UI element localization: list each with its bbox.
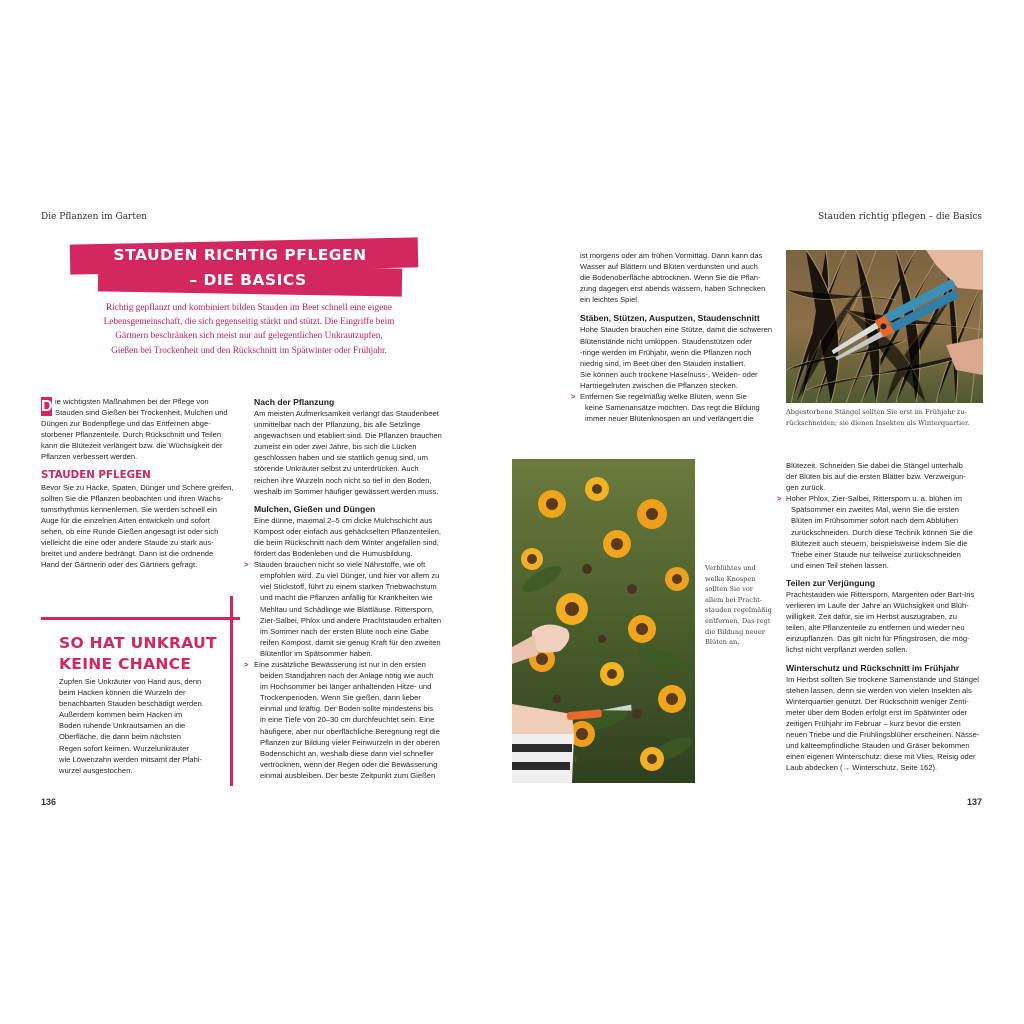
caption-line: Abgestorbene Stängel sollten Sie erst im Frühjahr zu- xyxy=(786,408,967,416)
paragraph-line: einzupflanzen. Das gilt nicht für Pfingstrosen, die mög- xyxy=(786,634,970,644)
paragraph-line: Blütezeit. Schneiden Sie dabei die Stängel unterhalb xyxy=(786,461,963,470)
bullet-arrow-icon: > xyxy=(571,392,576,402)
paragraph-line: einen eigenen Winterschutz: diese mit Vlies, Reisig oder xyxy=(786,752,976,762)
paragraph-line: Bodenschicht an, weshalb diese dann viel schneller xyxy=(260,748,434,758)
photo-flowers-illustration xyxy=(512,459,695,783)
paragraph-line: angewachsen und etabliert sind. Die Pflanzen brauchen xyxy=(254,431,442,441)
paragraph-line: zeitigen Frühjahr im Februar – kurz bevor die ersten xyxy=(786,718,961,728)
paragraph-line: Triebe einer Staude nur teilweise zurückschneiden xyxy=(791,549,961,559)
paragraph-line: häufigere, aber nur oberflächliche Beregnung regt die xyxy=(260,726,440,736)
intro-line: Gießen bei Trockenheit und den Rückschnitt im Spätwinter oder Frühjahr. xyxy=(111,345,387,356)
paragraph-line: Entfernen Sie regelmäßig welke Blüten, wenn Sie xyxy=(580,392,747,402)
paragraph-line: Regen sofort keimen. Wurzelunkräuter xyxy=(59,743,189,753)
paragraph-line: einmal und kräftig. Der Boden sollte mindestens bis xyxy=(260,704,434,714)
paragraph-line: Oberfläche, die dann beim nächsten xyxy=(59,732,182,742)
paragraph-line: sollten Sie die Pflanzen beobachten und ihren Wachs- xyxy=(41,493,224,503)
paragraph-line: Düngen zur Bodenpflege und das Entfernen abge- xyxy=(41,419,211,429)
paragraph-line: beiden Standjahren nach der Anlage nötig wie auch xyxy=(260,671,434,681)
section-heading: STAUDEN PFLEGEN xyxy=(41,468,151,481)
caption-line: Verblühtes und xyxy=(705,564,756,572)
intro-line: Gärtnern beschränken sich meist nur auf gelegentlichen Unkrautzupfen, xyxy=(115,331,383,342)
subheading: Stäben, Stützen, Ausputzen, Staudenschnitt xyxy=(580,313,760,324)
paragraph-line: Blütezeit auch steuern, beispielsweise indem Sie die xyxy=(791,538,968,548)
paragraph-line: ein leichtes Spiel. xyxy=(580,295,640,305)
paragraph-line: reichen ihre Wurzeln noch nicht so tief in den Boden, xyxy=(254,475,432,485)
paragraph-line: im Hochsommer bei länger anhaltenden Hitze- und xyxy=(260,682,432,692)
paragraph-line: gen zurück. xyxy=(786,483,826,493)
photo-flowers-caption xyxy=(705,563,785,648)
paragraph-line: lichst nicht verpflanzt werden sollen. xyxy=(786,645,908,655)
column-3 xyxy=(571,250,775,424)
box-title xyxy=(59,633,229,675)
paragraph-line: Stauden brauchen nicht so viele Nährstoffe, wie oft xyxy=(254,560,426,570)
paragraph-line: Hoher Phlox, Zier-Salbei, Rittersporn u. a. blühen im xyxy=(786,494,963,504)
paragraph-line: Blütenstände nicht umkippen. Staudenstützen oder xyxy=(580,336,752,346)
paragraph-line: und einen Teil stehen lassen. xyxy=(791,560,889,570)
paragraph-line: Trockenperioden. Wenn Sie gießen, dann lieber xyxy=(260,693,421,703)
subheading: Mulchen, Gießen und Düngen xyxy=(254,503,376,514)
paragraph-line: meter über dem Boden erfolgt erst im Spätwinter oder xyxy=(786,707,968,717)
page-number-right: 137 xyxy=(966,797,982,807)
column-4 xyxy=(777,460,986,773)
caption-line: die Bildung neuer xyxy=(705,627,765,636)
subheading: Teilen zur Verjüngung xyxy=(786,577,876,588)
photo-pruning-illustration xyxy=(786,250,983,403)
paragraph-line: tumsrhythmus kennenlernen. Sie werden schnell ein xyxy=(41,504,218,514)
caption-line: entfernen. Das regt xyxy=(705,616,771,625)
paragraph-line: Sie können auch trockene Haselnuss-, Weiden- oder xyxy=(580,369,758,379)
caption-line: welke Knospen xyxy=(705,574,756,583)
caption-line: stauden regelmäßig xyxy=(705,606,772,615)
paragraph-line: Zupfen Sie Unkräuter von Hand aus, denn xyxy=(59,677,202,686)
caption-line: rückschneiden; sie dienen Insekten als Winterquartier. xyxy=(786,418,970,427)
paragraph-line: Eine zusätzliche Bewässerung ist nur in den ersten xyxy=(254,659,426,669)
paragraph-line: Am meisten Aufmerksamkeit verlangt das Staudenbeet xyxy=(254,409,439,418)
paragraph-line: störende Unkräuter selbst zu unterdrücken. Auch xyxy=(254,464,419,474)
paragraph-line: wurzel ausgestochen. xyxy=(59,765,133,775)
paragraph-line: der Blüten bis auf die ersten Blätter bzw. Verzweigun- xyxy=(786,472,966,482)
paragraph-line: die beim Rückschnitt nach dem Winter angefallen sind, xyxy=(254,537,439,547)
running-header-right: Stauden richtig pflegen – die Basics xyxy=(818,212,982,222)
paragraph-line: storbener Pflanzenteile. Durch Rückschnitt und Teilen xyxy=(41,430,222,440)
paragraph-line: und kälteempfindliche Stauden und Gräser bekommen xyxy=(786,741,970,751)
photo-pruning-caption xyxy=(786,407,986,428)
box-top-rule xyxy=(41,617,240,620)
paragraph-line: -ringe werden im Frühjahr, wenn die Pflanzen noch xyxy=(580,347,752,357)
paragraph-line: die Bodenoberfläche abtrocknen. Wenn Sie die Pflan- xyxy=(580,273,761,283)
paragraph-line: zung dagegen erst abends wässern, haben Schnecken xyxy=(580,284,766,294)
intro-text xyxy=(40,301,458,358)
paragraph-line: empfohlen wird. Zu viel Dünger, und hier vor allem zu xyxy=(260,571,440,581)
paragraph-line: Pflanzen zur Bildung vieler Feinwurzeln in der oberen xyxy=(260,737,440,747)
paragraph-line: Auge für die einzelnen Arten entwickeln und sofort xyxy=(41,515,210,525)
paragraph-line: Hohe Stauden brauchen eine Stütze, damit die schweren xyxy=(580,325,773,335)
paragraph-line: neuen Triebe und die Frühlingsblüher erscheinen. Nässe- xyxy=(786,729,980,739)
caption-line: sollten Sie vor xyxy=(705,585,753,594)
paragraph-line: wie Löwenzahn werden mitsamt der Pfahl- xyxy=(59,754,203,764)
page-number-left: 136 xyxy=(41,797,57,807)
photo-pruning xyxy=(786,250,983,403)
paragraph-line: in eine Tiefe von 20–30 cm durchfeuchtet sein. Eine xyxy=(260,715,435,725)
paragraph-line: immer neuer Blütenknospen an und verlängert die xyxy=(585,414,754,424)
paragraph-line: Außerdem kommen beim Hacken im xyxy=(59,710,183,720)
paragraph-line: Hartriegelruten zwischen die Pflanzen stecken. xyxy=(580,380,738,390)
page-title-line1: STAUDEN RICHTIG PFLEGEN xyxy=(113,246,367,264)
paragraph-line: Winterquartier genutzt. Der Rückschnitt weniger Zenti- xyxy=(786,696,969,706)
paragraph-line: unmittelbar nach der Pflanzung, bis alle Setzlinge xyxy=(254,420,421,430)
intro-line: Richtig gepflanzt und kombiniert bilden Stauden im Beet schnell eine eigene xyxy=(105,303,393,313)
paragraph-line: ie wichtigsten Maßnahmen bei der Pflege von xyxy=(55,397,209,406)
column-1 xyxy=(41,396,241,570)
paragraph-line: Im Herbst sollten Sie trockene Samenstände und Stängel xyxy=(786,674,979,684)
paragraph-line: viel Stickstoff, führt zu einem starken Triebwachstum xyxy=(260,582,437,592)
paragraph-line: Bevor Sie zu Hacke, Spaten, Dünger und Schere greifen, xyxy=(41,482,234,492)
paragraph-line: Zier-Salbei, Phlox und andere Prachtstauden erhalten xyxy=(260,615,442,625)
paragraph-line: Spätsommer ein zweites Mal, wenn Sie die ersten xyxy=(791,505,959,515)
paragraph-line: geschlossen haben und sie stattlich genug sind, um xyxy=(254,453,428,463)
paragraph-line: weshalb im Sommer häufiger gewässert werden muss. xyxy=(254,486,439,496)
bullet-arrow-icon: > xyxy=(244,659,249,669)
bullet-arrow-icon: > xyxy=(244,560,249,570)
page-title-line2: – DIE BASICS xyxy=(189,271,307,289)
paragraph-line: ist morgens oder am frühen Vormittag. Dann kann das xyxy=(580,251,763,260)
bullet-arrow-icon: > xyxy=(777,494,782,504)
paragraph-line: keine Samenansätze möchten. Das regt die Bildung xyxy=(585,403,760,413)
subheading: Winterschutz und Rückschnitt im Frühjahr xyxy=(786,662,960,673)
paragraph-line: Blütenflor im Spätsommer haben. xyxy=(260,648,373,658)
paragraph-line: benachbarten Stauden beschädigt werden. xyxy=(59,699,204,709)
paragraph-line: breitet und andere bedrängt. Dann ist die ordnende xyxy=(41,549,214,559)
paragraph-line: Kompost oder einfach aus gehäckselten Pflanzenteilen, xyxy=(254,526,442,536)
paragraph-line: willigkeit. Zeit dafür, sie im Herbst auszugraben, zu xyxy=(786,612,957,622)
paragraph-line: kann die Blütezeit verlängert bzw. die Wüchsigkeit der xyxy=(41,441,223,451)
caption-line: allem bei Pracht- xyxy=(705,595,763,604)
running-header-left: Die Pflanzen im Garten xyxy=(41,212,148,222)
paragraph-line: reifen Kompost, damit sie genug Kraft für den zweiten xyxy=(260,637,441,647)
paragraph-line: einmal ausbleiben. Der beste Zeitpunkt zum Gießen xyxy=(260,770,436,780)
caption-line: Blüten an. xyxy=(705,638,740,647)
paragraph-line: vertrocknen, wenn der Regen oder die Bewässerung xyxy=(260,759,438,769)
paragraph-line: Mehltau und Schädlinge wie Blattläuse. Rittersporn, xyxy=(260,604,434,614)
paragraph-line: vielleicht die eine oder andere Staude zu stark aus- xyxy=(41,538,214,548)
paragraph-line: verlieren im Laufe der Jahre an Wüchsigkeit und Blüh- xyxy=(786,601,969,611)
paragraph-line: Stauden sind Gießen bei Trockenheit, Mulchen und xyxy=(55,408,228,418)
column-2 xyxy=(244,396,460,781)
subheading: Nach der Pflanzung xyxy=(254,397,335,407)
paragraph-line: niedrig sind, im Beet über den Stauden installiert. xyxy=(580,358,746,368)
paragraph-line: Prachtstauden wie Rittersporn, Margeriten oder Bart-Iris xyxy=(786,589,975,599)
box-title-line: KEINE CHANCE xyxy=(59,655,192,673)
photo-flowers xyxy=(512,459,695,783)
paragraph-line: teilen, alte Pflanzenteile zu entfernen und wieder neu xyxy=(786,623,965,633)
paragraph-line: Hand der Gärtnerin oder des Gärtners gefragt. xyxy=(41,560,198,570)
paragraph-line: zurückschneiden. Durch diese Technik können Sie die xyxy=(791,527,973,537)
drop-cap: D xyxy=(41,398,53,415)
box-right-rule xyxy=(230,596,233,786)
paragraph-line: im Sommer nach der ersten Blüte noch eine Gabe xyxy=(260,626,429,636)
paragraph-line: Laub abdecken (→ Winterschutz, Seite 162). xyxy=(786,763,938,773)
paragraph-line: beim Hacken können die Wurzeln der xyxy=(59,688,186,698)
paragraph-line: fördert das Bodenleben und die Humusbildung. xyxy=(254,549,413,559)
box-title-line: SO HAT UNKRAUT xyxy=(59,634,217,652)
paragraph-line: Boden ruhende Unkrautsamen an die xyxy=(59,721,186,731)
paragraph-line: zumeist ein oder zwei Jahre, bis sich die Lücken xyxy=(254,442,417,452)
box-text xyxy=(59,676,229,776)
paragraph-line: Wasser auf Blättern und Blüten verdunsten und auch xyxy=(580,262,758,272)
paragraph-line: stehen lassen, denn sie werden von vielen Insekten als xyxy=(786,685,972,695)
paragraph-line: Pflanzen verbessert werden. xyxy=(41,452,138,462)
intro-line: Lebensgemeinschaft, die sich gegenseitig stärkt und stützt. Die Eingriffe beim xyxy=(103,317,395,328)
paragraph-line: sehen, ob eine Runde Gießen angesagt ist oder sich xyxy=(41,526,219,536)
paragraph-line: und macht die Pflanzen anfällig für Krankheiten wie xyxy=(260,593,433,603)
paragraph-line: Eine dünne, maximal 2–5 cm dicke Mulchschicht aus xyxy=(254,515,433,525)
paragraph-line: Blüten im Frühsommer sofort nach dem Abblühen xyxy=(791,516,959,526)
